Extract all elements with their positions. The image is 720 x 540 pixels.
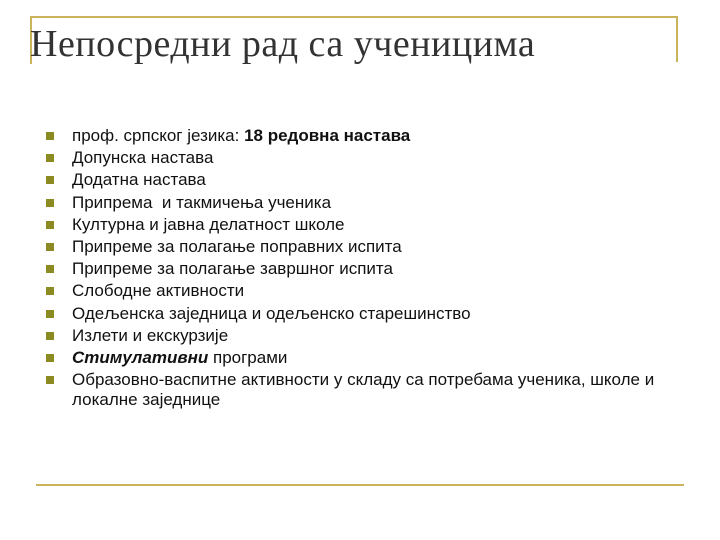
list-item-text: Припреме за полагање поправних испита (72, 236, 402, 256)
item-rest: програми (208, 347, 288, 367)
square-bullet-icon (46, 243, 54, 251)
list-item (40, 281, 690, 301)
item-prefix: проф. српског језика: (72, 126, 245, 145)
list-item-text: Образовно-васпитне активности у складу са потребама ученика, школе и локалне заједнице (72, 370, 655, 410)
square-bullet-icon (46, 287, 54, 295)
square-bullet-icon (46, 154, 54, 162)
square-bullet-icon (46, 176, 54, 184)
list-item-text: Припреме за полагање завршног испита (72, 259, 393, 279)
frame-bottom-line (36, 484, 684, 486)
list-item (40, 348, 690, 368)
square-bullet-icon (46, 132, 54, 140)
list-item (40, 215, 690, 235)
list-item (40, 326, 690, 346)
frame-right-line (676, 16, 678, 62)
square-bullet-icon (46, 199, 54, 207)
bullet-list (40, 126, 690, 412)
list-item (40, 126, 690, 146)
list-item-text (72, 348, 690, 368)
list-item (40, 170, 690, 190)
list-item-text: Додатна настава (72, 170, 206, 190)
list-item (40, 193, 690, 213)
list-item-text: Допунска настава (72, 148, 214, 168)
list-item (40, 259, 690, 279)
frame-top-line (30, 16, 678, 18)
square-bullet-icon (46, 310, 54, 318)
list-item (40, 304, 690, 324)
square-bullet-icon (46, 376, 54, 384)
list-item-text: Излети и екскурзије (72, 325, 229, 345)
list-item (40, 370, 690, 410)
list-item-text: Културна и јавна делатност школе (72, 214, 345, 234)
square-bullet-icon (46, 265, 54, 273)
list-item-text (72, 126, 690, 146)
square-bullet-icon (46, 354, 54, 362)
list-item (40, 148, 690, 168)
list-item-text: Припрема и такмичења ученика (72, 192, 332, 212)
list-item-text: Одељенска заједница и одељенско старешинство (72, 303, 471, 323)
slide-title: Непосредни рад са ученицима (30, 23, 536, 65)
list-item (40, 237, 690, 257)
square-bullet-icon (46, 221, 54, 229)
item-emphasis: Стимулативни (72, 347, 209, 367)
list-item-text: Слободне активности (72, 281, 245, 301)
square-bullet-icon (46, 332, 54, 340)
item-bold-text: 18 редовна настава (244, 126, 411, 145)
